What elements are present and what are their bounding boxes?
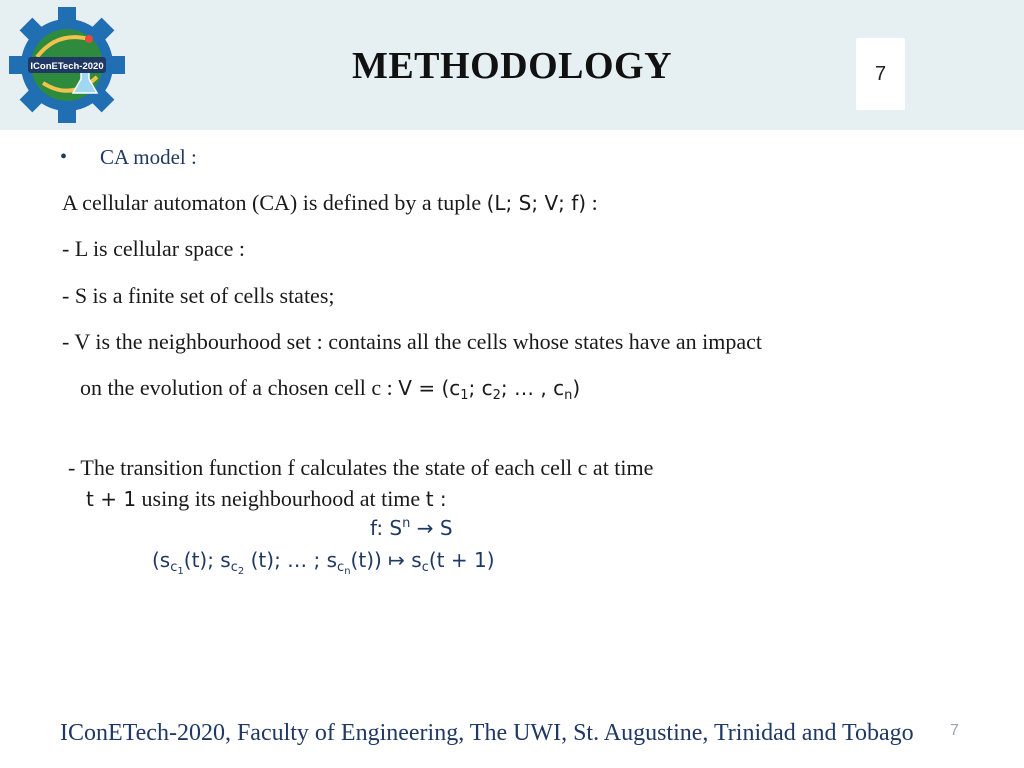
definition-prefix: A cellular automaton (CA) is defined by a tuple xyxy=(62,190,487,215)
transition-line-2 xyxy=(86,486,447,512)
bullet-label: CA model : xyxy=(100,145,197,169)
transition-time-expr: t + 1 xyxy=(86,487,137,511)
footer-page-number: 7 xyxy=(950,722,959,739)
item-v-cont-text: on the evolution of a chosen cell c : xyxy=(80,375,399,400)
page-number-box xyxy=(856,38,905,110)
item-l: - L is cellular space : xyxy=(62,236,246,261)
definition-suffix: : xyxy=(586,190,598,215)
header-band xyxy=(0,0,1024,130)
transition-time: t xyxy=(425,487,434,511)
page-number: 7 xyxy=(874,63,887,85)
transition-colon: : xyxy=(433,487,447,511)
transition-line-1: - The transition function f calculates the state of each cell c at time xyxy=(68,455,654,480)
footer-text: IConETech-2020, Faculty of Engineering, The UWI, St. Augustine, Trinidad and Tobago xyxy=(60,720,914,746)
slide-title: METHODOLOGY xyxy=(351,45,673,87)
logo-text: IConETech-2020 xyxy=(30,61,104,72)
function-definition: f: $S^n \to S$ xyxy=(370,516,453,540)
transition-line-2-text: using its neighbourhood at time xyxy=(136,486,426,511)
neighbourhood-formula: $V = (c_1$; $c_2$; … , $c_n$) xyxy=(398,376,581,403)
item-v-continuation xyxy=(80,375,580,403)
function-mapping: ($s_{c_1}(t)$; $s_{c_2}$ (t); … ; $s_{c_n}(t)$) ↦ $s_c(t + 1)$ xyxy=(152,548,495,577)
definition-line xyxy=(62,190,598,216)
item-v: - V is the neighbourhood set : contains all the cells whose states have an impact xyxy=(62,329,762,354)
definition-tuple: (L; S; V; f) xyxy=(486,191,587,215)
bullet-glyph: • xyxy=(60,146,68,168)
item-s: - S is a finite set of cells states; xyxy=(62,283,335,308)
